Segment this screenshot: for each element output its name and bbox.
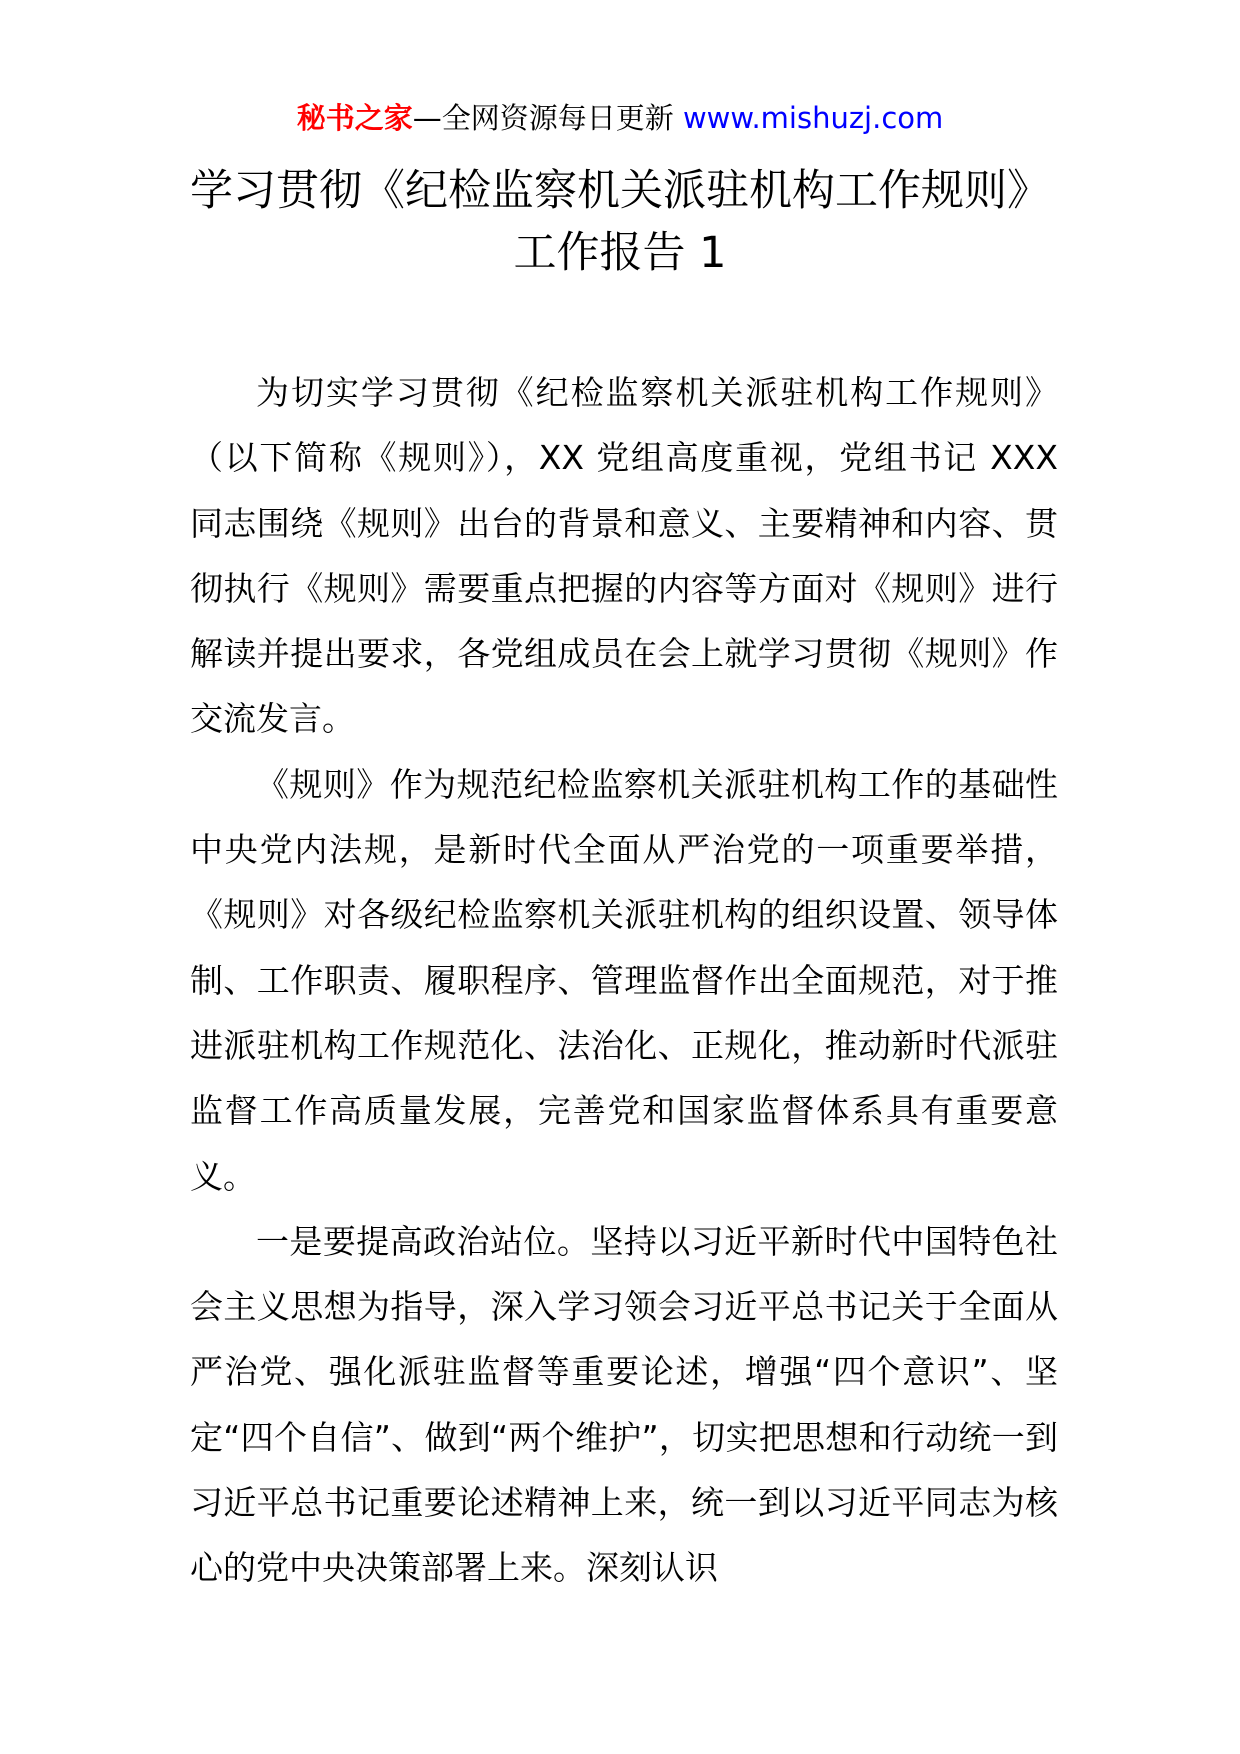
paragraph-significance: 《规则》作为规范纪检监察机关派驻机构工作的基础性中央党内法规，是新时代全面从严治党的一项重要举措，《规则》对各级纪检监察机关派驻机构的组织设置、领导体制、工作职责、履职程序、管理监督作出全面规范，对于推进派驻机构工作规范化、法治化、正规化，推动新时代派驻监督工作高质量发展，完善党和国家监督体系具有重要意义。 <box>190 764 1058 1196</box>
site-header <box>0 98 1240 138</box>
paragraph-political-stance: 一是要提高政治站位。坚持以习近平新时代中国特色社会主义思想为指导，深入学习领会习近平总书记关于全面从严治党、强化派驻监督等重要论述，增强“四个意识”、坚定“四个自信”、做到“两个维护”，切实把思想和行动统一到习近平总书记重要论述精神上来，统一到以习近平同志为核心的党中央决策部署上来。深刻认识 <box>190 1221 1058 1588</box>
site-slogan: —全网资源每日更新 <box>412 101 674 135</box>
document-title: 学习贯彻《纪检监察机关派驻机构工作规则》工作报告 1 <box>190 166 1050 278</box>
site-url[interactable]: www.mishuzj.com <box>682 101 944 135</box>
document-body <box>190 360 1058 1601</box>
paragraph-intro: 为切实学习贯彻《纪检监察机关派驻机构工作规则》（以下简称《规则》），XX 党组高度重视，党组书记 XXX 同志围绕《规则》出台的背景和意义、主要精神和内容、贯彻执行《规则》需要重点把握的内容等方面对《规则》进行解读并提出要求，各党组成员在会上就学习贯彻《规则》作交流发言。 <box>190 373 1058 739</box>
site-brand: 秘书之家 <box>296 101 413 135</box>
